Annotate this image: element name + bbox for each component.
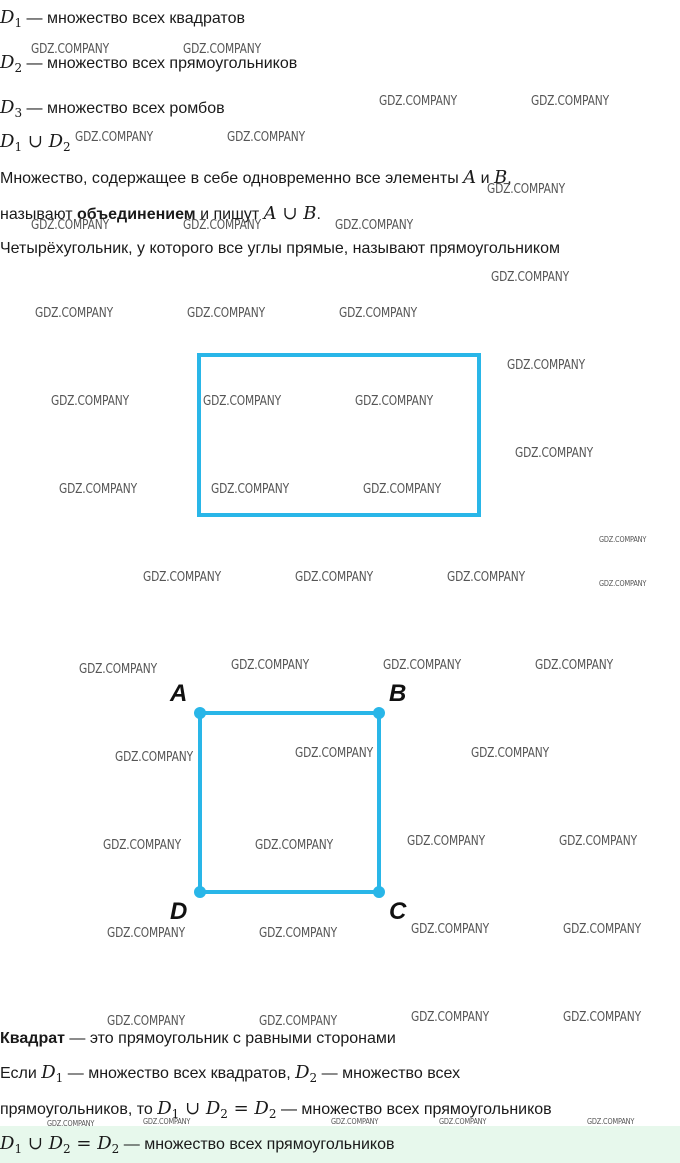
line-square-definition: Квадрат — это прямоугольник с равными сторонами	[0, 1030, 396, 1047]
line-d1-definition: $D_1$ — множество всех квадратов	[0, 7, 245, 30]
vertex-a-dot	[194, 707, 206, 719]
watermark: GDZ.COMPANY	[407, 834, 485, 849]
watermark: GDZ.COMPANY	[231, 658, 309, 673]
watermark: GDZ.COMPANY	[295, 570, 373, 585]
vertex-label-a: A	[170, 680, 188, 707]
watermark: GDZ.COMPANY	[363, 482, 441, 497]
vertex-d-dot	[194, 886, 206, 898]
watermark: GDZ.COMPANY	[531, 94, 609, 109]
watermark: GDZ.COMPANY	[259, 926, 337, 941]
watermark: GDZ.COMPANY	[383, 658, 461, 673]
watermark: GDZ.COMPANY	[507, 358, 585, 373]
watermark: GDZ.COMPANY	[211, 482, 289, 497]
watermark: GDZ.COMPANY	[447, 570, 525, 585]
watermark: GDZ.COMPANY	[295, 746, 373, 761]
watermark: GDZ.COMPANY	[107, 926, 185, 941]
watermark: GDZ.COMPANY	[339, 306, 417, 321]
watermark: GDZ.COMPANY	[187, 306, 265, 321]
watermark: GDZ.COMPANY	[563, 1010, 641, 1025]
watermark: GDZ.COMPANY	[59, 482, 137, 497]
watermark: GDZ.COMPANY	[31, 42, 109, 57]
watermark: GDZ.COMPANY	[107, 1014, 185, 1029]
vertex-label-d: D	[170, 898, 188, 925]
watermark: GDZ.COMPANY	[79, 662, 157, 677]
watermark: GDZ.COMPANY	[439, 1117, 487, 1126]
watermark: GDZ.COMPANY	[535, 658, 613, 673]
watermark: GDZ.COMPANY	[143, 570, 221, 585]
watermark: GDZ.COMPANY	[115, 750, 193, 765]
square-figure	[200, 713, 379, 892]
line-rectangle-definition: Четырёхугольник, у которого все углы прямые, называют прямоугольником	[0, 240, 560, 257]
math-d1: $D_1$	[0, 7, 23, 30]
watermark: GDZ.COMPANY	[471, 746, 549, 761]
line-d3-definition: $D_3$ — множество всех ромбов	[0, 97, 225, 120]
watermark: GDZ.COMPANY	[379, 94, 457, 109]
watermark: GDZ.COMPANY	[47, 1119, 95, 1128]
watermark: GDZ.COMPANY	[335, 218, 413, 233]
math-d2: $D_2$	[0, 52, 23, 75]
watermark: GDZ.COMPANY	[411, 922, 489, 937]
watermark: GDZ.COMPANY	[487, 182, 565, 197]
watermark: GDZ.COMPANY	[515, 446, 593, 461]
line-answer: $D_1$ ∪ $D_2 = D_2$ — множество всех прямоугольников	[0, 1133, 395, 1156]
watermark: GDZ.COMPANY	[183, 42, 261, 57]
watermark: GDZ.COMPANY	[143, 1117, 191, 1126]
vertex-c-dot	[373, 886, 385, 898]
watermark: GDZ.COMPANY	[259, 1014, 337, 1029]
watermark: GDZ.COMPANY	[183, 218, 261, 233]
watermark: GDZ.COMPANY	[331, 1117, 379, 1126]
math-union: $D_1$ ∪ $D_2$	[0, 131, 71, 154]
vertex-label-b: B	[389, 680, 407, 707]
watermark: GDZ.COMPANY	[75, 130, 153, 145]
line-union-definition-2: называют объединением и пишут A ∪ B.	[0, 203, 321, 224]
watermark: GDZ.COMPANY	[411, 1010, 489, 1025]
watermark: GDZ.COMPANY	[35, 306, 113, 321]
line-if-statement-1: Если $D_1$ — множество всех квадратов, $D_2$ — множество всех	[0, 1062, 461, 1085]
watermark: GDZ.COMPANY	[31, 218, 109, 233]
line-if-statement-2: прямоугольников, то $D_1$ ∪ $D_2 = D_2$ — множество всех прямоугольников	[0, 1098, 552, 1121]
watermark: GDZ.COMPANY	[203, 394, 281, 409]
watermark: GDZ.COMPANY	[255, 838, 333, 853]
watermark: GDZ.COMPANY	[491, 270, 569, 285]
watermark: GDZ.COMPANY	[563, 922, 641, 937]
vertex-b-dot	[373, 707, 385, 719]
watermark: GDZ.COMPANY	[599, 579, 647, 588]
vertex-label-c: C	[389, 898, 407, 925]
line-d2-definition: $D_2$ — множество всех прямоугольников	[0, 52, 298, 75]
line-union-definition-1: Множество, содержащее в себе одновременно все элементы A и B,	[0, 167, 512, 188]
watermark: GDZ.COMPANY	[355, 394, 433, 409]
watermark: GDZ.COMPANY	[103, 838, 181, 853]
watermark: GDZ.COMPANY	[559, 834, 637, 849]
watermark: GDZ.COMPANY	[227, 130, 305, 145]
watermark: GDZ.COMPANY	[599, 535, 647, 544]
watermark: GDZ.COMPANY	[51, 394, 129, 409]
math-d3: $D_3$	[0, 97, 23, 120]
watermark: GDZ.COMPANY	[587, 1117, 635, 1126]
